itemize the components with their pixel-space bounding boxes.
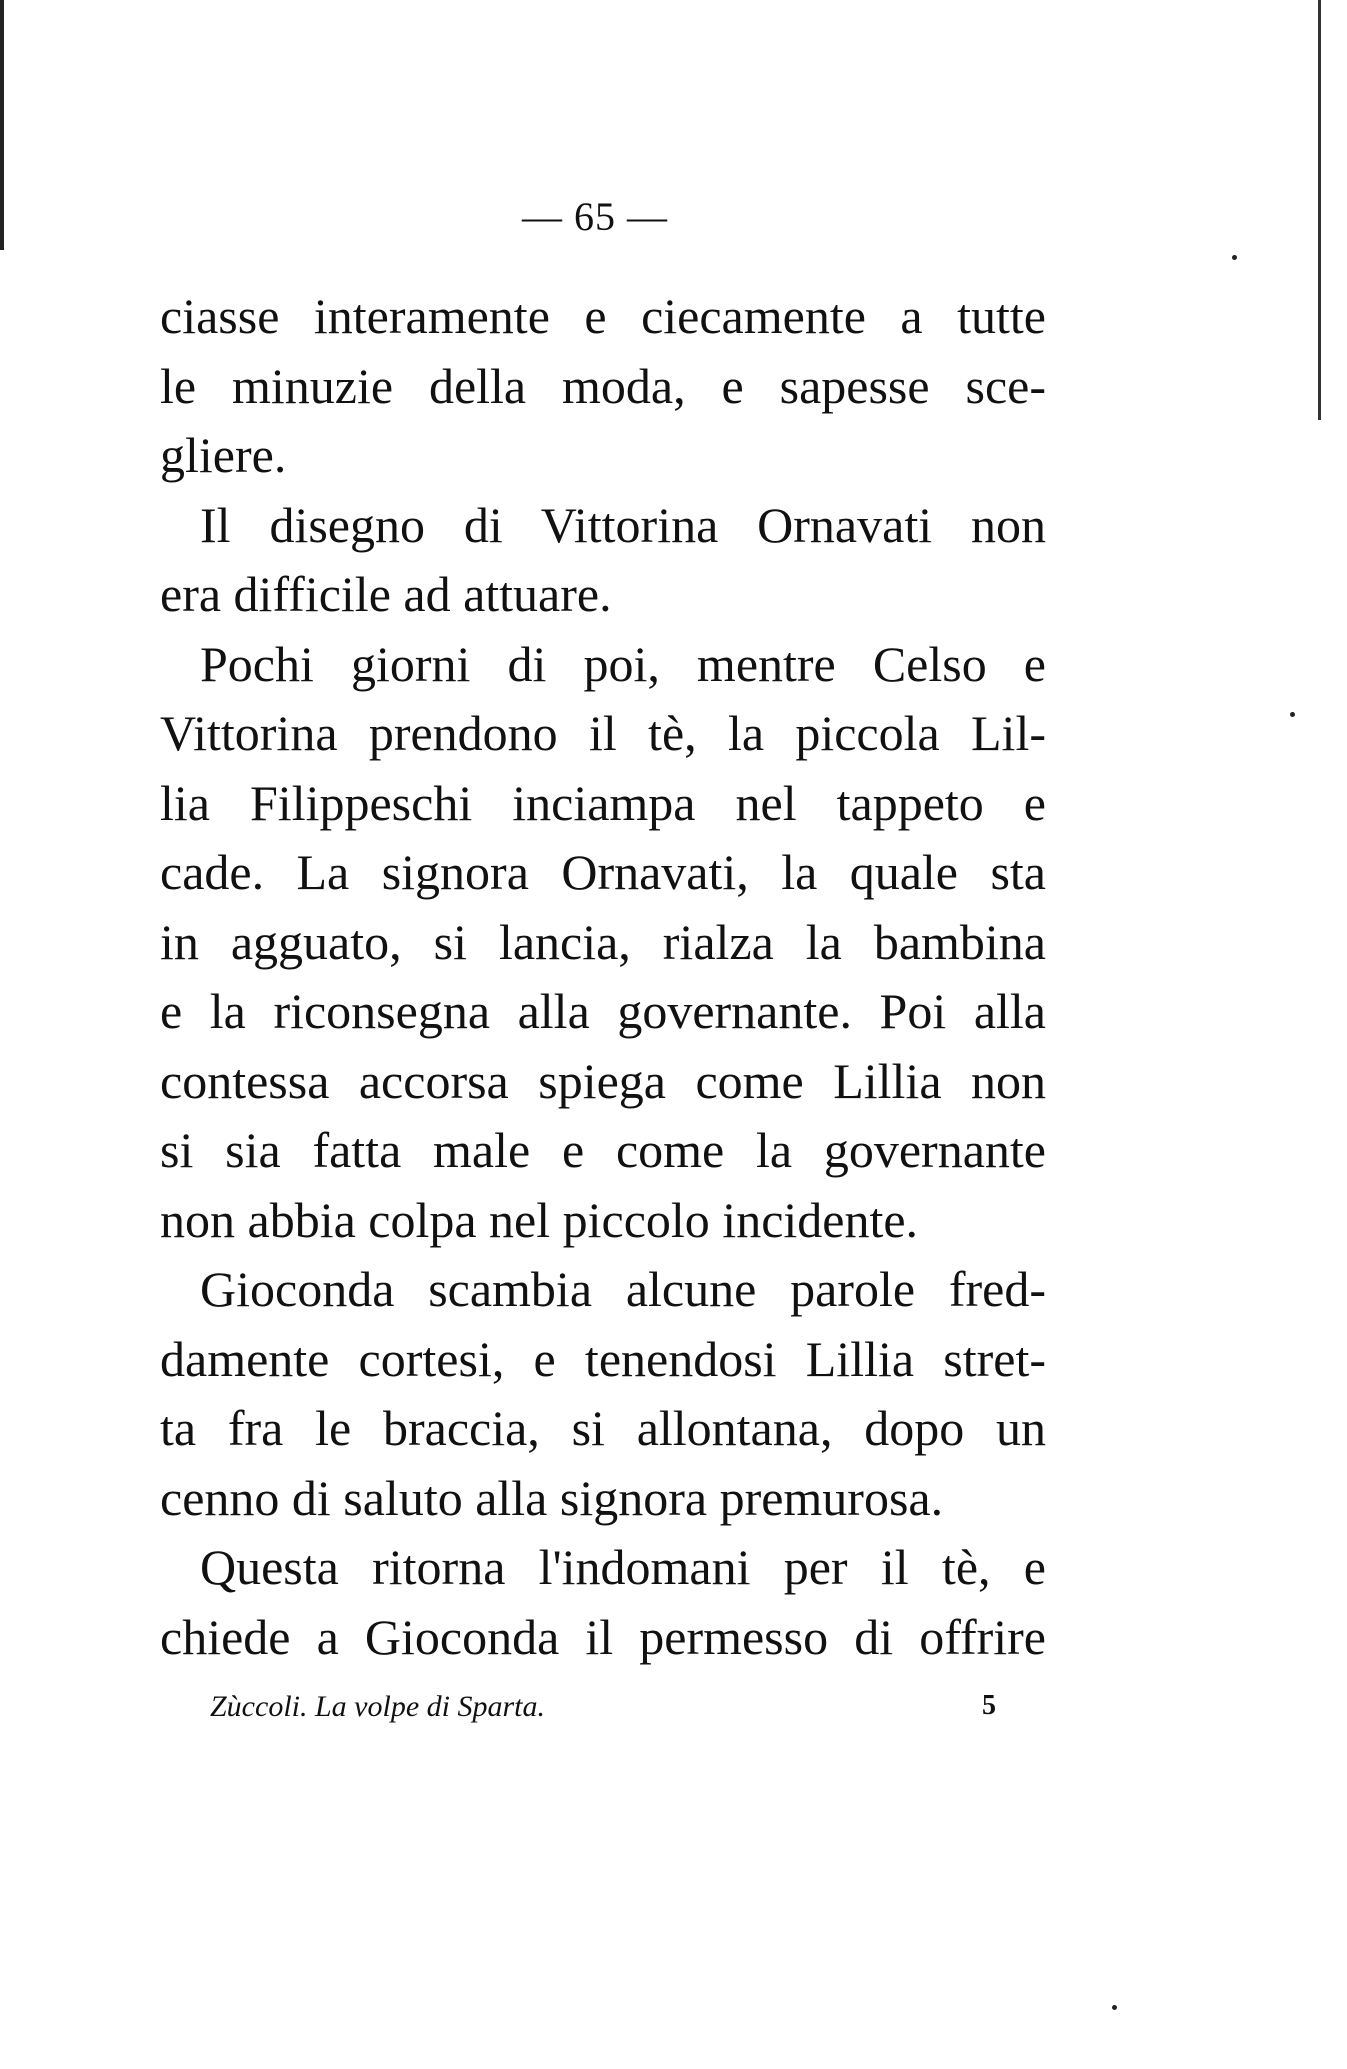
text-line: ta fra le braccia, si allontana, dopo un (160, 1400, 1046, 1456)
text-line: gliere. (160, 427, 287, 483)
body-text (160, 282, 1046, 1672)
text-line: chiede a Gioconda il permesso di offrire (160, 1608, 1046, 1665)
text-line: ciasse interamente e ciecamente a tutte (160, 288, 1046, 344)
paragraph-start-line: Pochi giorni di poi, mentre Celso e (200, 635, 1046, 692)
text-line: contessa accorsa spiega come Lillia non (160, 1052, 1046, 1109)
text-line: e la riconsegna alla governante. Poi alla (160, 983, 1046, 1039)
text-line: in agguato, si lancia, rialza la bambina (160, 913, 1046, 970)
scan-speck (1232, 255, 1237, 260)
page-number: — 65 — (522, 194, 668, 239)
footer-book-title: Zùccoli. La volpe di Sparta. (210, 1690, 545, 1723)
text-line: cenno di saluto alla signora premurosa. (160, 1469, 944, 1526)
scan-speck (1112, 2005, 1117, 2010)
paragraph-start-line: Il disegno di Vittorina Ornavati non (200, 496, 1046, 553)
text-line: Vittorina prendono il tè, la piccola Lil- (160, 705, 1046, 761)
text-line: damente cortesi, e tenendosi Lillia stret- (160, 1330, 1046, 1387)
text-line: si sia fatta male e come la governante (160, 1122, 1046, 1178)
scan-edge-right (1318, 0, 1321, 420)
text-line: lia Filippeschi inciampa nel tappeto e (160, 774, 1046, 831)
text-line: le minuzie della moda, e sapesse sce- (160, 357, 1046, 414)
scan-speck (1290, 712, 1295, 717)
paragraph-start-line: Gioconda scambia alcune parole fred- (200, 1261, 1046, 1317)
text-line: cade. La signora Ornavati, la quale sta (160, 844, 1046, 900)
text-line: non abbia colpa nel piccolo incidente. (160, 1191, 919, 1248)
signature-mark: 5 (982, 1690, 996, 1721)
text-line: era difficile ad attuare. (160, 566, 612, 622)
paragraph-start-line: Questa ritorna l'indomani per il tè, e (200, 1539, 1046, 1595)
